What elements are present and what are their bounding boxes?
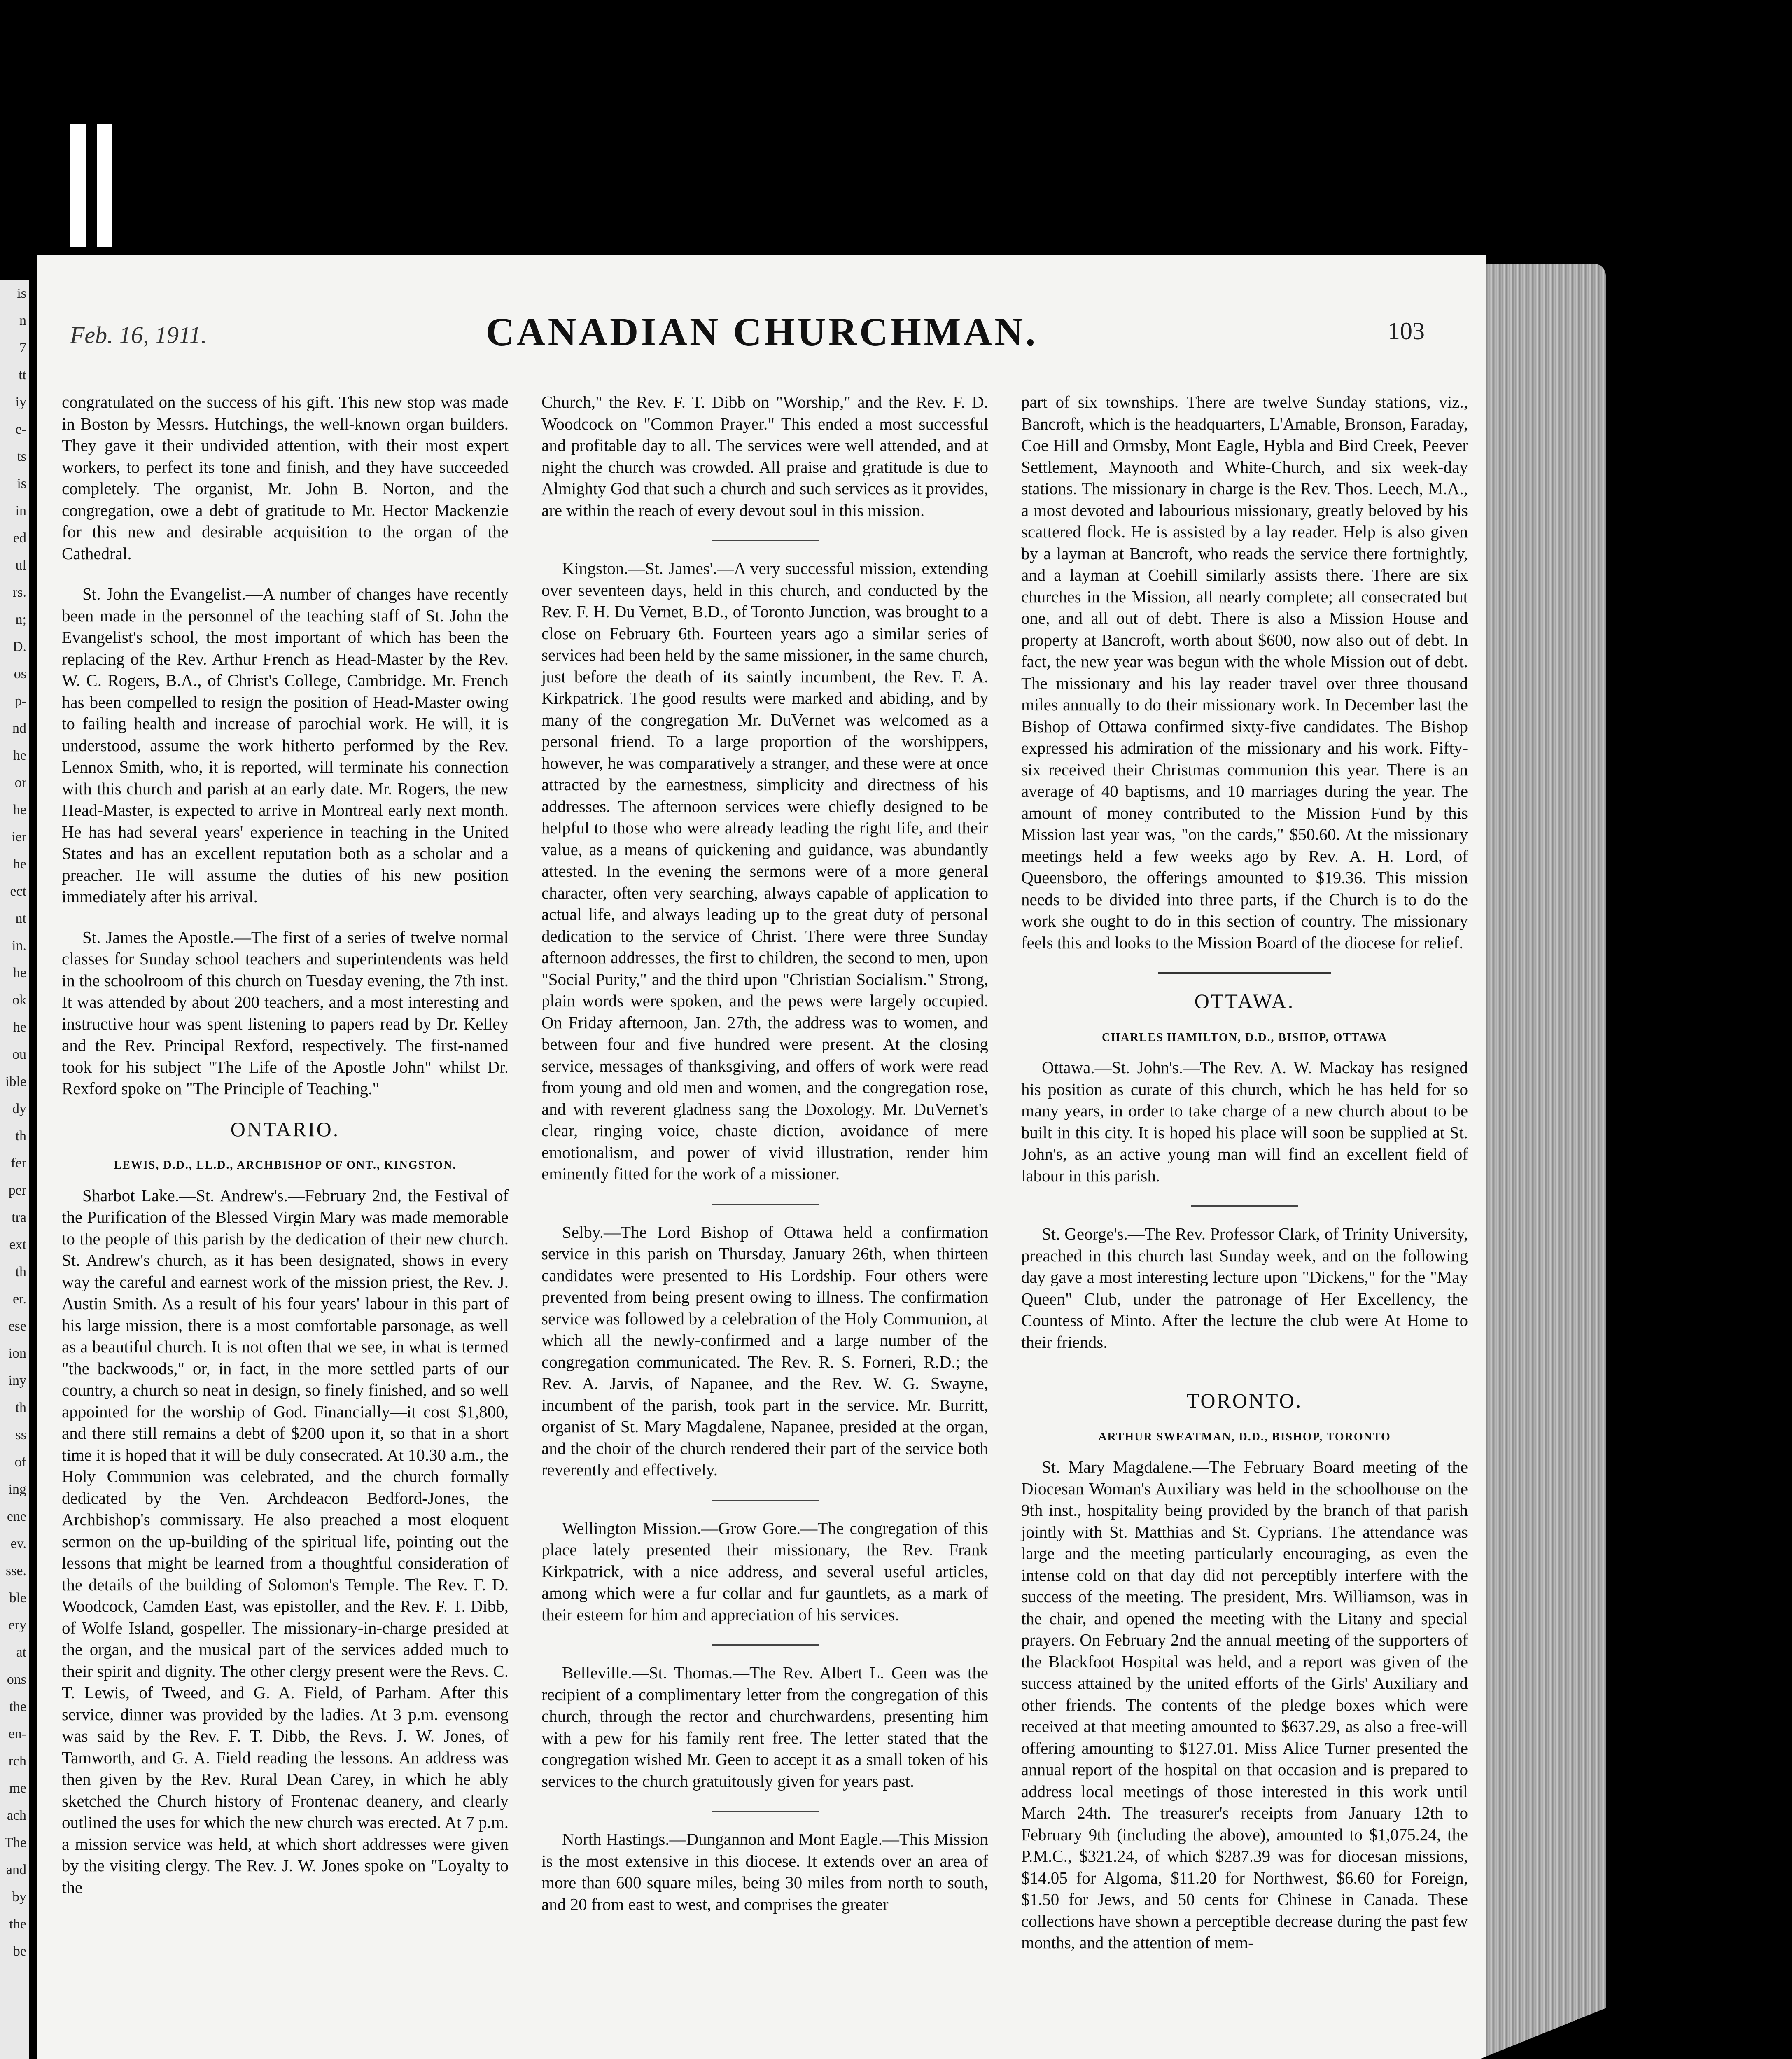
strip-fragment: ts [17,449,26,464]
strip-fragment: th [15,1400,26,1415]
film-mark-top-left-2 [97,124,112,247]
column-1 [62,391,509,1917]
adjacent-page-strip [0,280,29,2059]
divider [712,1500,819,1501]
strip-fragment: ed [13,530,26,546]
strip-fragment: tt [19,367,26,383]
strip-fragment: os [14,666,26,682]
newspaper-page [37,255,1486,2059]
strip-fragment: th [15,1264,26,1279]
divider [712,1811,819,1812]
section-heading-ottawa: OTTAWA. [1194,990,1295,1013]
strip-fragment: in. [12,938,26,953]
issue-date: Feb. 16, 1911. [70,322,207,348]
strip-fragment: at [16,1645,26,1660]
strip-fragment: rs. [12,585,26,600]
section-heading-ontario: ONTARIO. [230,1117,340,1141]
divider [1158,1372,1331,1373]
strip-fragment: ing [8,1482,26,1497]
strip-fragment: fer [11,1156,26,1171]
paragraph: St. Mary Magdalene.—The February Board meeting of the Diocesan Woman's Auxiliary was held in the schoolhouse on the 9th inst., hospitality being provided by the branch of that parish jointly with St. Matthias and St. Cyprians. The attendance was large and the meeting particularly encouraging, as even the intense cold on that day did not perceptibly interfere with the success of the meeting. The president, Mrs. Williamson, was in the chair, and opened the meeting with the Litany and special prayers. On February 2nd the annual meeting of the supporters of the Blackfoot Hospital was held, and a report was given of the success attained by the united efforts of the Girls' Auxiliary and other friends. The contents of the pledge boxes which were received at that meeting amounted to $637.29, as also a free-will offering amounting to $127.01. Miss Alice Turner presented the annual report of the hospital on that occasion and is prepared to address local meetings of those interested in this work until March 24th. The treasurer's receipts from January 12th to February 9th (including the above), amounted to $1,075.24, the P.M.C., $321.24, of which $287.39 was for diocesan missions, $14.05 for Algoma, $11.20 for Northwest, $6.60 for Foreign, $1.50 for Jews, and 50 cents for Chinese in Canada. These collections have shown a perceptible decrease during the past few months, and the attention of mem- [1021,1457,1468,1952]
strip-fragment: ons [7,1672,26,1687]
page-header [37,309,1486,358]
paragraph: St. James the Apostle.—The first of a series of twelve normal classes for Sunday school teachers and superintendents was held in the schoolroom of this church on Tuesday evening, the 7th inst. It was attended by about 200 teachers, and a most interesting and instructive hour was spent listening to papers read by Dr. Kelley and the Rev. Principal Rexford, respectively. The first-named took for his subject "The Life of the Apostle John" whilst Dr. Rexford spoke on "The Principle of Teaching." [62,927,509,1098]
strip-fragment: me [9,1781,26,1796]
strip-fragment: ese [8,1319,26,1334]
bishop-line: ARTHUR SWEATMAN, D.D., BISHOP, TORONTO [1098,1430,1391,1443]
strip-fragment: ion [8,1346,26,1361]
paragraph: congratulated on the success of his gift. This new stop was made in Boston by Messrs. Hutchings, the well-known organ builders. They gave it their undivided attention, with their most expert workers, to perfect its tone and finish, and they have succeeded completely. The organist, Mr. John B. Norton, and the congregation, owe a debt of gratitude to Mr. Hector Mackenzie for this new and desirable acquisition to the organ of the Cathedral. [62,392,509,563]
divider [1158,972,1331,974]
strip-fragment: ul [15,558,26,573]
paragraph: Wellington Mission.—Grow Gore.—The congregation of this place lately presented their missionary, the Rev. Frank Kirkpatrick, with a nice address, and several useful articles, among which were a fur collar and fur gauntlets, as a mark of their esteem for him and appreciation of his services. [541,1518,988,1624]
strip-fragment: by [12,1889,26,1905]
bishop-line: CHARLES HAMILTON, D.D., BISHOP, OTTAWA [1102,1031,1387,1044]
paragraph: St. George's.—The Rev. Professor Clark, of Trinity University, preached in this church last Sunday week, and on the following day gave a most interesting lecture upon "Dickens," for the "May Queen" Club, under the patronage of Her Excellency, the Countess of Minto. After the lecture the club were At Home to their friends. [1021,1224,1468,1352]
strip-fragment: ier [12,829,26,845]
column-3 [1021,391,1468,1973]
masthead-title: CANADIAN CHURCHMAN. [485,310,1038,354]
strip-fragment: The [5,1835,26,1850]
strip-fragment: is [17,476,26,491]
strip-fragment: rch [8,1753,26,1769]
strip-fragment: er. [12,1291,26,1307]
strip-fragment: p- [14,693,26,709]
strip-fragment: and [6,1862,26,1877]
strip-fragment: of [14,1454,26,1470]
strip-fragment: be [13,1944,26,1959]
strip-fragment: iy [15,395,26,410]
strip-fragment: ach [7,1808,26,1823]
strip-fragment: in [15,503,26,518]
strip-fragment: ev. [10,1536,26,1551]
strip-fragment: nt [15,911,26,926]
divider [712,1644,819,1646]
strip-fragment: ou [12,1047,26,1062]
strip-fragment: or [14,775,26,790]
divider [712,1204,819,1205]
strip-fragment: is [17,286,26,301]
strip-fragment: th [15,1128,26,1144]
paragraph: Kingston.—St. James'.—A very successful mission, extending over seventeen days, held in this church, and conducted by the Rev. F. H. Du Vernet, B.D., of Toronto Junction, was brought to a close on February 6th. Fourteen years ago a similar series of services had been held by the same missioner, in the same church, just before the death of its saintly incumbent, the Rev. F. A. Kirkpatrick. The good results were marked and abiding, and by many of the congregation Mr. DuVernet was welcomed as a personal friend. To a large proportion of the worshippers, however, he was comparatively a stranger, and these were at once attracted by the earnestness, simplicity and directness of his addresses. The afternoon services were chiefly designed to be helpful to those who were already leading the right life, and their value, as a means of quickening and guidance, was abundantly attested. In the evening the sermons were of a more general character, often very searching, always capable of application to actual life, and always leading up to the great duty of personal dedication to the service of Christ. There were three Sunday afternoon addresses, the first to children, the second to men, upon "Social Purity," and the third upon "Christian Socialism." Strong, plain words were spoken, and the pews were largely occupied. On Friday afternoon, Jan. 27th, the address was to women, and between four and five hundred were present. At the closing service, messages of thanksgiving, and offers of work were read from young and old men and women, and the congregation rose, and with reverent gladness sang the Doxology. Mr. DuVernet's clear, ringing voice, chaste diction, avoidance of mere emotionalism, and power of vivid illustration, render him eminently fitted for the work of a missioner. [541,559,988,1183]
strip-fragment: he [13,857,26,872]
strip-fragment: iny [8,1373,26,1388]
paragraph: St. John the Evangelist.—A number of changes have recently been made in the personnel of the teaching staff of St. John the Evangelist's school, the most important of which has been the replacing of the Rev. Arthur French as Head-Master by the Rev. W. C. Rogers, B.A., of Christ's College, Cambridge. Mr. French has been compelled to resign the position of Head-Master owing to failing health and increase of parochial work. He will, it is understood, assume the work hitherto performed by the Rev. Lennox Smith, who, it is reported, will terminate his connection with this church and parish at an early date. Mr. Rogers, the new Head-Master, is expected to arrive in Montreal early next month. He has had several years' experience in teaching in the United States and has an excellent reputation both as a scholar and a preacher. He will assume the duties of his new position immediately after his arrival. [62,584,509,906]
page-number: 103 [1388,317,1425,345]
paragraph: Ottawa.—St. John's.—The Rev. A. W. Mackay has resigned his position as curate of this church, which he has held for so many years, in order to take charge of a new church about to be built in this city. It is hoped his place will soon be supplied at St. John's, as an active young man will find an excellent field of labour in this parish. [1021,1058,1468,1185]
strip-fragment: per [8,1183,26,1198]
strip-fragment: tra [12,1210,26,1225]
strip-fragment: 7 [19,340,26,355]
strip-fragment: n; [15,612,26,627]
strip-fragment: ble [9,1590,26,1606]
strip-fragment: dy [12,1101,26,1116]
strip-fragment: he [13,1020,26,1035]
divider [1191,1205,1298,1207]
strip-fragment: sse. [5,1563,26,1578]
section-heading-toronto: TORONTO. [1186,1389,1303,1412]
paragraph: Sharbot Lake.—St. Andrew's.—February 2nd, the Festival of the Purification of the Blessed Virgin Mary was made memorable to the people of this parish by the dedication of their new church. St. Andrew's church, as it has been designated, shows in every way the careful and earnest work of the mission priest, the Rev. J. Austin Smith. As a result of his four years' labour in this part of his large mission, there is a most comfortable parsonage, as well as a beautiful church. It is not often that we see, in what is termed "the backwoods," or, in fact, in the more settled parts of our country, a church so neat in design, so finely finished, and so well appointed for the worship of God. Financially—it cost $1,800, and there still remains a debt of $200 upon it, so that in a short time it is hoped that it will be duly consecrated. At 10.30 a.m., the Holy Communion was celebrated, and the church formally dedicated by the Ven. Archdeacon Bedford-Jones, the Archbishop's commissary. He also preached a most eloquent sermon on the up-building of the spiritual life, pointing out the lessons that might be learned from a thoughtful consideration of the details of the building of Solomon's Temple. The Rev. F. D. Woodcock, Camden East, was epistoller, and the Rev. F. T. Dibb, of Wolfe Island, gospeller. The missionary-in-charge presided at the organ, and the musical part of the services added much to their spirit and dignity. The other clergy present were the Revs. C. T. Lewis, of Tweed, and G. A. Field, of Parham. After this service, dinner was provided by the ladies. At 3 p.m. evensong was said by the Rev. F. T. Dibb, the Revs. J. W. Jones, of Tamworth, and G. A. Field reading the lessons. An address was then given by the Rev. Rural Dean Carey, in which he ably sketched the Church history of Frontenac deanery, and clearly outlined the uses for which the new church was erected. At 7 p.m. a mission service was held, at which short addresses were given by the visiting clergy. The Rev. J. W. Jones spoke on "Loyalty to the [62,1186,509,1897]
strip-fragment: ss [15,1427,26,1443]
column-2 [541,391,988,1934]
strip-fragment: ible [5,1074,26,1089]
strip-fragment: he [13,748,26,763]
strip-fragment: ect [10,884,26,899]
strip-fragment: the [9,1699,26,1714]
paragraph: part of six townships. There are twelve Sunday stations, viz., Bancroft, which is the headquarters, L'Amable, Bronson, Faraday, Coe Hill and Ormsby, Mont Eagle, Hybla and Bird Creek, Peever Settlement, Maynooth and White-Church, and six week-day stations. The missionary in charge is the Rev. Thos. Leech, M.A., a most devoted and labourious missionary, greatly beloved by his scattered flock. He is assisted by a lay reader. Help is also given by a layman at Bancroft, who reads the service there fortnightly, and a layman at Coehill similarly assists there. There are six churches in the Mission, all nearly complete; all consecrated but one, and all out of debt. There is also a Mission House and property at Bancroft, worth about $600, now also out of debt. In fact, the new year was begun with the whole Mission out of debt. The missionary and his lay reader travel over three thousand miles annually to do their missionary work. In December last the Bishop of Ottawa confirmed sixty-five candidates. The Bishop expressed his admiration of the missionary and his work. Fifty-six received their Christmas communion this year. There is an average of 40 baptisms, and 10 marriages during the year. The amount of money contributed to the Mission Fund by this Mission last year was, "on the cards," $50.60. At the missionary meetings held a few weeks ago by Rev. A. H. Lord, of Queensboro, the offerings amounted to $19.36. This mission needs to be divided into three parts, if the Church is to do the work she ought to do in this section of country. The missionary feels this and looks to the Mission Board of the diocese for relief. [1021,392,1468,952]
strip-fragment: D. [12,639,26,654]
book-page-edges [1482,264,1606,2059]
strip-fragment: the [9,1917,26,1932]
strip-fragment: ok [12,992,26,1008]
strip-fragment: ery [8,1618,26,1633]
strip-fragment: nd [12,721,26,736]
bishop-line: LEWIS, D.D., LL.D., ARCHBISHOP OF ONT., KINGSTON. [114,1159,457,1172]
paragraph: Belleville.—St. Thomas.—The Rev. Albert L. Geen was the recipient of a complimentary letter from the congregation of this church, through the rector and churchwardens, presenting him with a pew for his family rent free. The letter stated that the congregation wished Mr. Geen to accept it as a small token of his services to the church gratuitously given for years past. [541,1663,988,1791]
strip-fragment: he [13,965,26,980]
paragraph: Selby.—The Lord Bishop of Ottawa held a confirmation service in this parish on Thursday, January 26th, when thirteen candidates were presented to His Lordship. Four others were prevented from being present owing to illness. The confirmation service was followed by a celebration of the Holy Communion, at which all the newly-confirmed and a large number of the congregation communicated. The Rev. R. S. Forneri, R.D.; the Rev. A. Jarvis, of Napanee, and the Rev. W. G. Swayne, incumbent of the parish, took part in the service. Mr. Burritt, organist of St. Mary Magdalene, Napanee, presided at the organ, and the choir of the church rendered their part of the service both reverently and effectively. [541,1222,988,1479]
strip-fragment: en- [8,1726,26,1742]
strip-fragment: e- [15,422,26,437]
paragraph: North Hastings.—Dungannon and Mont Eagle.—This Mission is the most extensive in this diocese. It extends over an area of more than 600 square miles, being 30 miles from north to south, and 20 from east to west, and comprises the greater [541,1830,988,1914]
strip-fragment: ext [9,1237,26,1252]
film-mark-top-left-1 [70,124,86,247]
divider [712,540,819,541]
strip-fragment: he [13,802,26,817]
strip-fragment: n [19,313,26,328]
paragraph: Church," the Rev. F. T. Dibb on "Worship," and the Rev. F. D. Woodcock on "Common Prayer." This ended a most successful and profitable day to all. The services were well attended, and at night the church was crowded. All praise and gratitude is due to Almighty God that such a church and such services as it provides, are within the reach of every devout soul in this mission. [541,392,988,520]
strip-fragment: ene [7,1509,26,1524]
